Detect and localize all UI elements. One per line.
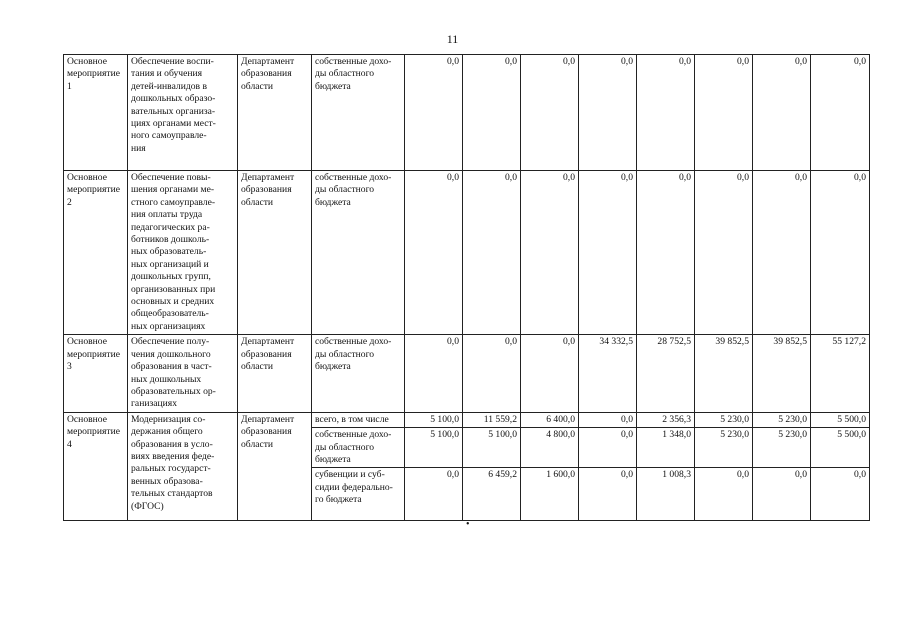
measure-description: Обеспечение повы- шения органами ме- стного самоуправле- ния оплаты труда педагогических ра- ботников дошколь- ных образователь- ных организаций и дошкольных групп, организованных при основных и средних общеобразователь- ных организациях [128, 171, 238, 335]
table-row [64, 335, 870, 412]
funding-source: всего, в том числе [312, 412, 405, 427]
value-cell: 55 127,2 [811, 335, 870, 412]
value-cell: 0,0 [579, 55, 637, 171]
value-cell: 2 356,3 [637, 412, 695, 427]
measure-name: Основное мероприятие 4 [64, 412, 128, 521]
value-cell: 0,0 [521, 171, 579, 335]
value-cell: 0,0 [463, 171, 521, 335]
value-cell: 1 348,0 [637, 428, 695, 468]
value-cell: 5 230,0 [753, 428, 811, 468]
value-cell: 0,0 [637, 171, 695, 335]
value-cell: 0,0 [405, 335, 463, 412]
funding-source: собственные дохо- ды областного бюджета [312, 428, 405, 468]
measure-description: Обеспечение воспи- тания и обучения детей-инвалидов в дошкольных образо- вательных организа- циях органами мест- ного самоуправле- ния [128, 55, 238, 171]
value-cell: 5 500,0 [811, 428, 870, 468]
value-cell: 5 230,0 [695, 412, 753, 427]
value-cell: 5 100,0 [405, 412, 463, 427]
value-cell: 1 008,3 [637, 468, 695, 521]
funding-source: собственные дохо- ды областного бюджета [312, 171, 405, 335]
measure-description: Модернизация со- держания общего образования в усло- виях введения феде- ральных государст- венных образова- тельных стандартов (ФГОС) [128, 412, 238, 521]
value-cell: 0,0 [695, 171, 753, 335]
value-cell: 0,0 [521, 335, 579, 412]
executor: Департамент образования области [238, 412, 312, 521]
value-cell: 11 559,2 [463, 412, 521, 427]
value-cell: 0,0 [405, 468, 463, 521]
measure-name: Основное мероприятие 2 [64, 171, 128, 335]
value-cell: 0,0 [463, 55, 521, 171]
budget-table [63, 54, 870, 521]
value-cell: 0,0 [579, 171, 637, 335]
value-cell: 5 100,0 [405, 428, 463, 468]
value-cell: 0,0 [753, 55, 811, 171]
value-cell: 0,0 [579, 412, 637, 427]
value-cell: 5 100,0 [463, 428, 521, 468]
measure-name: Основное мероприятие 1 [64, 55, 128, 171]
footer-mark: • [466, 519, 470, 530]
value-cell: 39 852,5 [695, 335, 753, 412]
value-cell: 0,0 [695, 55, 753, 171]
value-cell: 0,0 [811, 468, 870, 521]
value-cell: 4 800,0 [521, 428, 579, 468]
value-cell: 5 230,0 [753, 412, 811, 427]
executor: Департамент образования области [238, 335, 312, 412]
table-row [64, 171, 870, 335]
value-cell: 6 459,2 [463, 468, 521, 521]
value-cell: 5 500,0 [811, 412, 870, 427]
value-cell: 0,0 [521, 55, 579, 171]
value-cell: 0,0 [753, 468, 811, 521]
value-cell: 0,0 [405, 171, 463, 335]
executor: Департамент образования области [238, 171, 312, 335]
executor: Департамент образования области [238, 55, 312, 171]
table-row [64, 412, 870, 427]
value-cell: 0,0 [405, 55, 463, 171]
value-cell: 0,0 [811, 55, 870, 171]
value-cell: 34 332,5 [579, 335, 637, 412]
value-cell: 0,0 [579, 428, 637, 468]
value-cell: 1 600,0 [521, 468, 579, 521]
funding-source: собственные дохо- ды областного бюджета [312, 335, 405, 412]
measure-description: Обеспечение полу- чения дошкольного образования в част- ных дошкольных образовательных ор- ганизациях [128, 335, 238, 412]
page-number: 11 [446, 32, 459, 46]
funding-source: субвенции и суб- сидии федерально- го бюджета [312, 468, 405, 521]
value-cell: 0,0 [579, 468, 637, 521]
value-cell: 0,0 [753, 171, 811, 335]
value-cell: 0,0 [463, 335, 521, 412]
value-cell: 5 230,0 [695, 428, 753, 468]
value-cell: 39 852,5 [753, 335, 811, 412]
value-cell: 28 752,5 [637, 335, 695, 412]
value-cell: 6 400,0 [521, 412, 579, 427]
funding-source: собственные дохо- ды областного бюджета [312, 55, 405, 171]
value-cell: 0,0 [695, 468, 753, 521]
table-row [64, 55, 870, 171]
measure-name: Основное мероприятие 3 [64, 335, 128, 412]
value-cell: 0,0 [637, 55, 695, 171]
value-cell: 0,0 [811, 171, 870, 335]
